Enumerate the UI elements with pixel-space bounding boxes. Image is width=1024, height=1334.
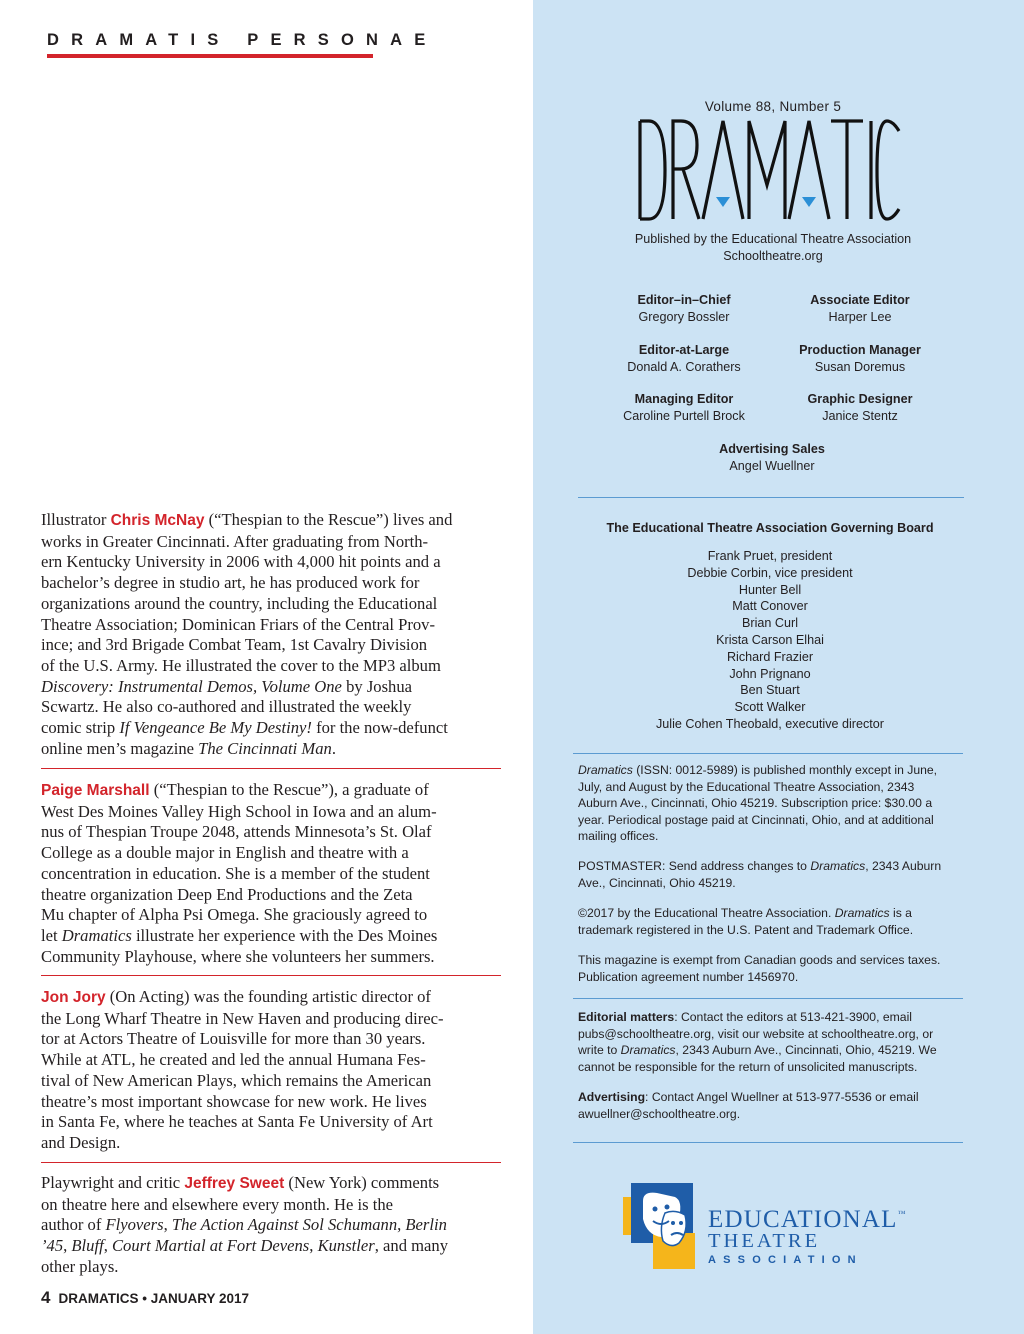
bio-chris-mcnay bbox=[41, 510, 501, 759]
text-run: author of bbox=[41, 1215, 106, 1235]
panel-divider bbox=[573, 1142, 963, 1143]
text-run: works in Greater Cincinnati. After graduating from North- bbox=[41, 531, 429, 551]
staff-entry bbox=[760, 391, 960, 425]
text-line bbox=[41, 1173, 501, 1195]
eta-masks-icon bbox=[623, 1183, 703, 1269]
text-line bbox=[41, 1257, 501, 1278]
board-member: Scott Walker bbox=[734, 700, 806, 715]
text-run: nus of Thespian Troupe 2048, attends Minnesota’s St. Olaf bbox=[41, 822, 432, 842]
italic-title: Kunstler bbox=[317, 1236, 375, 1256]
text-run: Theatre Association; Dominican Friars of the Central Prov- bbox=[41, 614, 436, 634]
text-run: on theatre here and elsewhere every month. He is the bbox=[41, 1194, 394, 1214]
text-line bbox=[41, 1133, 501, 1154]
text-line bbox=[578, 762, 968, 779]
text-line bbox=[41, 802, 501, 823]
bold-label: Advertising bbox=[578, 1090, 646, 1104]
text-run: Ave., Cincinnati, Ohio 45219. bbox=[578, 875, 736, 890]
text-line bbox=[578, 875, 968, 892]
board-member: Ben Stuart bbox=[740, 683, 800, 698]
text-run: ©2017 by the Educational Theatre Association. bbox=[578, 906, 835, 920]
text-run: , bbox=[63, 1236, 72, 1256]
bio-separator bbox=[41, 975, 501, 976]
board-member: Frank Pruet, president bbox=[707, 549, 833, 563]
text-run: organizations around the country, including the Educational bbox=[41, 593, 438, 613]
text-run: ince; and 3rd Brigade Combat Team, 1st Cavalry Division bbox=[41, 635, 428, 655]
bio-paige-marshall bbox=[41, 780, 501, 967]
staff-role: Production Manager bbox=[799, 343, 921, 357]
text-line bbox=[578, 1026, 968, 1043]
text-run: July, and August by the Educational Theatre Association, 2343 bbox=[578, 779, 915, 794]
text-line bbox=[41, 552, 501, 573]
text-run: comic strip bbox=[41, 718, 120, 738]
text-run: (“Thespian to the Rescue”) lives and bbox=[204, 510, 453, 529]
text-run: is a bbox=[889, 906, 912, 920]
text-run: let bbox=[41, 925, 62, 945]
text-run: cannot be responsible for the return of unsolicited manuscripts. bbox=[578, 1059, 918, 1074]
italic-title: If Vengeance Be My Destiny! bbox=[119, 718, 312, 738]
text-line bbox=[41, 594, 501, 615]
text-run: , bbox=[397, 1215, 406, 1235]
text-run: of the U.S. Army. He illustrated the cover to the MP3 album bbox=[41, 655, 441, 675]
contributor-name: Paige Marshall bbox=[41, 782, 150, 799]
eta-trademark: ™ bbox=[897, 1209, 907, 1218]
eta-logo-line2: THEATRE bbox=[708, 1230, 821, 1252]
text-run: bachelor’s degree in studio art, he has produced work for bbox=[41, 573, 420, 593]
text-run: pubs@schooltheatre.org, visit our website at schooltheatre.org, or bbox=[578, 1026, 934, 1041]
text-line bbox=[41, 677, 501, 698]
text-run: and Design. bbox=[41, 1132, 121, 1152]
text-run: Playwright and critic bbox=[41, 1173, 185, 1192]
bio-separator bbox=[41, 768, 501, 769]
text-run: other plays. bbox=[41, 1256, 119, 1276]
text-run: Community Playhouse, where she volunteers her summers. bbox=[41, 946, 435, 966]
text-run: POSTMASTER: Send address changes to bbox=[578, 859, 811, 873]
text-run: ern Kentucky University in 2006 with 4,000 hit points and a bbox=[41, 552, 441, 572]
staff-entry bbox=[672, 441, 872, 475]
staff-entry bbox=[760, 342, 960, 376]
text-line bbox=[41, 573, 501, 594]
text-line bbox=[41, 780, 501, 802]
text-line bbox=[578, 922, 968, 939]
text-run: (New York) comments bbox=[284, 1173, 440, 1192]
text-line bbox=[578, 1059, 968, 1076]
text-line bbox=[41, 843, 501, 864]
text-line bbox=[578, 812, 968, 829]
bio-jeffrey-sweet bbox=[41, 1173, 501, 1278]
staff-role: Graphic Designer bbox=[807, 392, 913, 406]
text-run: year. Periodical postage paid at Cincinnati, Ohio, and at additional bbox=[578, 812, 934, 827]
text-line bbox=[41, 1215, 501, 1236]
panel-divider bbox=[573, 753, 963, 754]
text-line bbox=[578, 905, 968, 922]
text-line bbox=[41, 635, 501, 656]
text-line bbox=[578, 952, 968, 969]
text-run: , bbox=[103, 1236, 112, 1256]
italic-title: Dramatics bbox=[834, 906, 890, 920]
staff-entry bbox=[584, 342, 784, 376]
text-line bbox=[41, 1112, 501, 1133]
publisher-line bbox=[533, 231, 1013, 265]
text-line bbox=[578, 1009, 968, 1026]
board-member: Brian Curl bbox=[742, 616, 798, 631]
text-run: Illustrator bbox=[41, 510, 111, 529]
text-line bbox=[41, 1195, 501, 1216]
text-run: West Des Moines Valley High School in Iowa and an alum- bbox=[41, 801, 437, 821]
text-run: , 2343 Auburn Ave., Cincinnati, Ohio, 45219. We bbox=[675, 1043, 937, 1058]
staff-name: Gregory Bossler bbox=[638, 310, 730, 324]
website: Schooltheatre.org bbox=[723, 249, 823, 263]
notice-editorial bbox=[578, 1009, 968, 1075]
text-line bbox=[41, 905, 501, 926]
italic-title: The Action Against Sol Schumann bbox=[171, 1215, 398, 1235]
staff-entry bbox=[760, 292, 960, 326]
publication-issue: DRAMATICS • JANUARY 2017 bbox=[58, 1291, 249, 1306]
volume-number: Volume 88, Number 5 bbox=[704, 99, 842, 114]
text-line bbox=[41, 822, 501, 843]
text-line bbox=[41, 615, 501, 636]
text-run: , bbox=[309, 1236, 318, 1256]
notice-issn bbox=[578, 762, 968, 845]
staff-entry bbox=[584, 391, 784, 425]
text-line bbox=[41, 510, 501, 532]
italic-title: Court Martial at Fort Devens bbox=[111, 1236, 310, 1256]
page-footer bbox=[41, 1288, 249, 1308]
text-line bbox=[578, 828, 968, 845]
text-line bbox=[41, 697, 501, 718]
notice-copyright bbox=[578, 905, 968, 938]
italic-title: The Cincinnati Man bbox=[198, 738, 332, 758]
text-run: Scwartz. He also co-authored and illustrated the weekly bbox=[41, 697, 412, 717]
text-run: , 2343 Auburn bbox=[865, 859, 942, 873]
text-line bbox=[41, 718, 501, 739]
board-member: Hunter Bell bbox=[738, 582, 802, 597]
page-number: 4 bbox=[41, 1288, 51, 1307]
board-member: John Prignano bbox=[729, 666, 811, 681]
text-line bbox=[41, 1071, 501, 1092]
text-run: by Joshua bbox=[341, 676, 412, 696]
text-line bbox=[41, 1009, 501, 1030]
italic-title: Bluff bbox=[71, 1236, 104, 1256]
board-member: Krista Carson Elhai bbox=[716, 632, 824, 647]
text-run: trademark registered in the U.S. Patent and Trademark Office. bbox=[578, 922, 914, 937]
text-run: theatre organization Deep End Productions and the Zeta bbox=[41, 884, 413, 904]
text-run: Auburn Ave., Cincinnati, Ohio 45219. Subscription price: $30.00 a bbox=[578, 796, 933, 811]
staff-role: Advertising Sales bbox=[719, 442, 825, 456]
notice-advertising bbox=[578, 1089, 968, 1122]
text-run: , bbox=[163, 1215, 172, 1235]
board-member: Julie Cohen Theobald, executive director bbox=[656, 716, 884, 731]
text-run: in Santa Fe, where he teaches at Santa Fe University of Art bbox=[41, 1112, 433, 1132]
text-run: : Contact the editors at 513-421-3900, email bbox=[674, 1010, 912, 1024]
staff-name: Harper Lee bbox=[828, 310, 892, 324]
italic-title: Berlin bbox=[405, 1215, 447, 1235]
text-run: tival of New American Plays, which remains the American bbox=[41, 1070, 432, 1090]
text-line bbox=[578, 1089, 968, 1106]
text-run: (On Acting) was the founding artistic director of bbox=[105, 987, 431, 1006]
text-run: (“Thespian to the Rescue”), a graduate of bbox=[149, 780, 429, 799]
text-line bbox=[41, 885, 501, 906]
text-run: Publication agreement number 1456970. bbox=[578, 969, 799, 984]
text-line bbox=[41, 926, 501, 947]
text-line bbox=[41, 1029, 501, 1050]
bold-label: Editorial matters bbox=[578, 1010, 675, 1024]
text-run: write to bbox=[578, 1043, 621, 1058]
eta-logo-word-educational: EDUCATIONAL bbox=[708, 1206, 898, 1233]
contributor-name: Jon Jory bbox=[41, 989, 106, 1006]
panel-divider bbox=[573, 998, 963, 999]
notice-tax bbox=[578, 952, 968, 985]
text-run: . bbox=[331, 738, 336, 758]
italic-title: ’45 bbox=[41, 1236, 64, 1256]
board-member: Matt Conover bbox=[732, 599, 808, 614]
staff-role: Managing Editor bbox=[634, 392, 734, 406]
text-run: the Long Wharf Theatre in New Haven and producing direc- bbox=[41, 1008, 444, 1028]
staff-name: Angel Wuellner bbox=[729, 459, 815, 473]
bio-separator bbox=[41, 1162, 501, 1163]
italic-title: Dramatics bbox=[810, 859, 866, 873]
italic-title: Discovery: Instrumental Demos, Volume One bbox=[41, 676, 342, 696]
italic-title: Dramatics bbox=[620, 1043, 676, 1058]
staff-entry bbox=[584, 292, 784, 326]
text-run: , and many bbox=[374, 1236, 449, 1256]
dramatics-logo bbox=[637, 115, 905, 225]
text-line bbox=[41, 1050, 501, 1071]
text-run: mailing offices. bbox=[578, 829, 659, 844]
notice-postmaster bbox=[578, 858, 968, 891]
text-run: concentration in education. She is a member of the student bbox=[41, 863, 430, 883]
text-line bbox=[41, 987, 501, 1009]
text-run: for the now-defunct bbox=[311, 718, 448, 738]
staff-role: Editor-at-Large bbox=[638, 343, 730, 357]
section-title-rule bbox=[47, 54, 373, 58]
text-run: This magazine is exempt from Canadian goods and services taxes. bbox=[578, 953, 941, 967]
text-line bbox=[41, 1092, 501, 1113]
staff-name: Susan Doremus bbox=[814, 360, 906, 374]
panel-divider bbox=[578, 497, 964, 498]
text-line bbox=[41, 532, 501, 553]
text-run: online men’s magazine bbox=[41, 738, 199, 758]
text-line bbox=[41, 739, 501, 760]
text-run: tor at Actors Theatre of Louisville for more than 30 years. bbox=[41, 1029, 426, 1049]
masthead-panel bbox=[533, 0, 1024, 1334]
staff-name: Caroline Purtell Brock bbox=[623, 409, 745, 423]
text-run: theatre’s most important showcase for new work. He lives bbox=[41, 1091, 427, 1111]
board-title: The Educational Theatre Association Governing Board bbox=[606, 521, 934, 535]
text-run: awuellner@schooltheatre.org. bbox=[578, 1106, 741, 1121]
text-line bbox=[41, 947, 501, 968]
text-run: (ISSN: 0012-5989) is published monthly except in June, bbox=[632, 763, 938, 777]
text-line bbox=[578, 1042, 968, 1059]
text-run: While at ATL, he created and led the annual Humana Fes- bbox=[41, 1050, 426, 1070]
published-by: Published by the Educational Theatre Association bbox=[634, 232, 912, 246]
staff-role: Associate Editor bbox=[810, 293, 910, 307]
text-line bbox=[578, 969, 968, 986]
text-line bbox=[578, 795, 968, 812]
eta-logo-line3: ASSOCIATION bbox=[708, 1254, 863, 1266]
text-line bbox=[578, 779, 968, 796]
staff-name: Donald A. Corathers bbox=[627, 360, 741, 374]
bio-jon-jory bbox=[41, 987, 501, 1154]
text-line bbox=[578, 1106, 968, 1123]
text-line bbox=[578, 858, 968, 875]
text-run: College as a double major in English and theatre with a bbox=[41, 843, 409, 863]
text-line bbox=[41, 864, 501, 885]
italic-title: Dramatics bbox=[578, 763, 633, 777]
italic-title: Flyovers bbox=[105, 1215, 164, 1235]
text-run: : Contact Angel Wuellner at 513-977-5536 or email bbox=[645, 1090, 919, 1104]
board-member-list bbox=[533, 548, 1007, 733]
staff-name: Janice Stentz bbox=[822, 409, 898, 423]
section-title: DRAMATIS PERSONAE bbox=[47, 31, 438, 49]
contributor-name: Jeffrey Sweet bbox=[184, 1175, 285, 1192]
board-member: Richard Frazier bbox=[726, 649, 814, 664]
italic-title: Dramatics bbox=[61, 925, 132, 945]
text-line bbox=[41, 656, 501, 677]
contributor-name: Chris McNay bbox=[110, 512, 205, 529]
board-member: Debbie Corbin, vice president bbox=[687, 565, 853, 580]
text-run: Mu chapter of Alpha Psi Omega. She graciously agreed to bbox=[41, 905, 428, 925]
staff-role: Editor–in–Chief bbox=[637, 293, 731, 307]
text-line bbox=[41, 1236, 501, 1257]
text-run: illustrate her experience with the Des Moines bbox=[131, 925, 438, 945]
